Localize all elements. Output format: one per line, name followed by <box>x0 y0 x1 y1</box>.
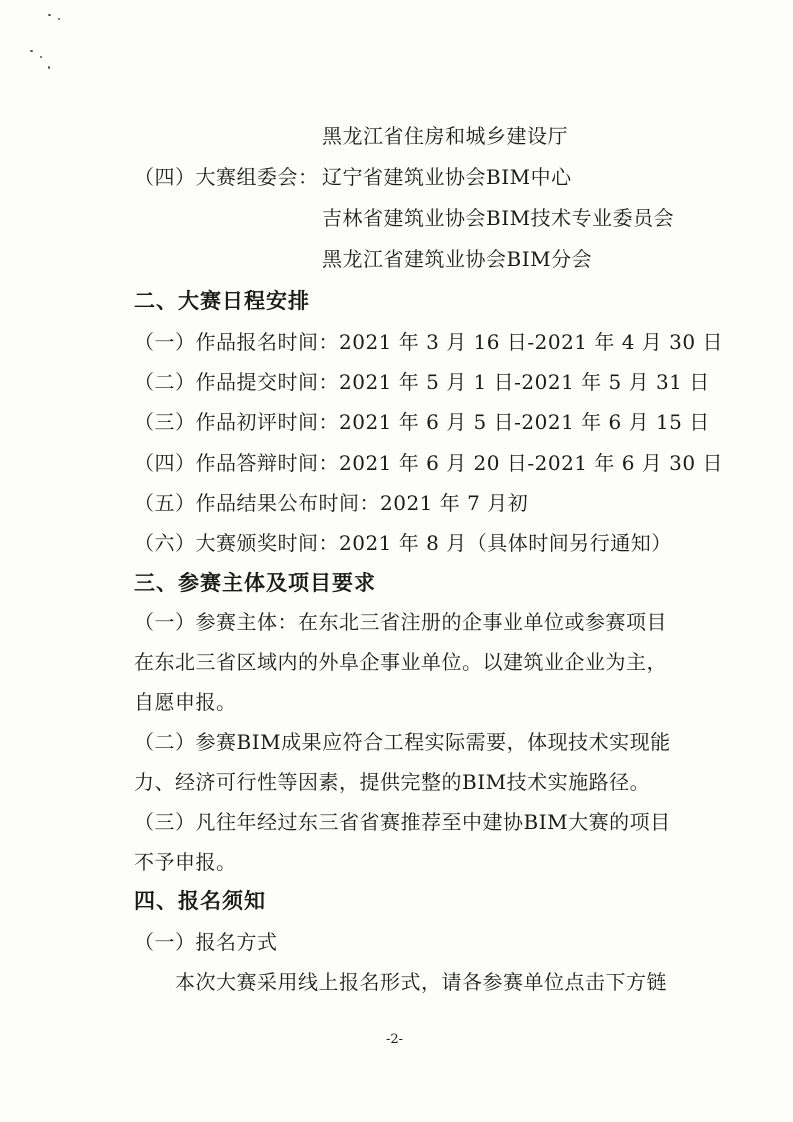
organizer-line: 黑龙江省建筑业协会BIM分会 <box>322 247 593 271</box>
paragraph-line: 在东北三省区域内的外阜企事业单位。以建筑业企业为主， <box>134 650 667 674</box>
paragraph-line: （一）参赛主体：在东北三省注册的企事业单位或参赛项目 <box>134 610 667 634</box>
section-heading: 三、参赛主体及项目要求 <box>134 571 376 595</box>
scan-speck <box>48 66 50 69</box>
paragraph-line: （二）参赛BIM成果应符合工程实际需要，体现技术实现能 <box>134 730 671 754</box>
paragraph-line: 自愿申报。 <box>134 690 237 714</box>
schedule-item: （二）作品提交时间：2021 年 5 月 1 日-2021 年 5 月 31 日 <box>134 370 710 394</box>
scan-speck <box>30 50 33 52</box>
page-number: -2- <box>386 1032 404 1047</box>
paragraph-line: （三）凡往年经过东三省省赛推荐至中建协BIM大赛的项目 <box>134 810 671 834</box>
schedule-item: （一）作品报名时间：2021 年 3 月 16 日-2021 年 4 月 30 日 <box>134 330 723 354</box>
paragraph-line: 不予申报。 <box>134 850 237 874</box>
organizer-label: （四）大赛组委会： <box>134 165 319 189</box>
section-heading: 二、大赛日程安排 <box>134 289 310 313</box>
organizer-line: 黑龙江省住房和城乡建设厅 <box>322 124 568 148</box>
subheading: （一）报名方式 <box>134 930 278 954</box>
scan-speck <box>48 14 51 16</box>
schedule-item: （四）作品答辩时间：2021 年 6 月 20 日-2021 年 6 月 30 日 <box>134 451 723 475</box>
schedule-item: （六）大赛颁奖时间：2021 年 8 月（具体时间另行通知） <box>134 531 672 555</box>
organizer-line: 辽宁省建筑业协会BIM中心 <box>322 165 572 189</box>
paragraph-line: 力、经济可行性等因素，提供完整的BIM技术实施路径。 <box>134 770 651 794</box>
organizer-line: 吉林省建筑业协会BIM技术专业委员会 <box>322 206 675 230</box>
scan-speck <box>40 56 42 58</box>
schedule-item: （五）作品结果公布时间：2021 年 7 月初 <box>134 491 529 515</box>
section-heading: 四、报名须知 <box>134 889 266 913</box>
schedule-item: （三）作品初评时间：2021 年 6 月 5 日-2021 年 6 月 15 日 <box>134 410 710 434</box>
scan-speck <box>58 18 60 20</box>
paragraph-line: 本次大赛采用线上报名形式，请各参赛单位点击下方链 <box>175 970 667 994</box>
